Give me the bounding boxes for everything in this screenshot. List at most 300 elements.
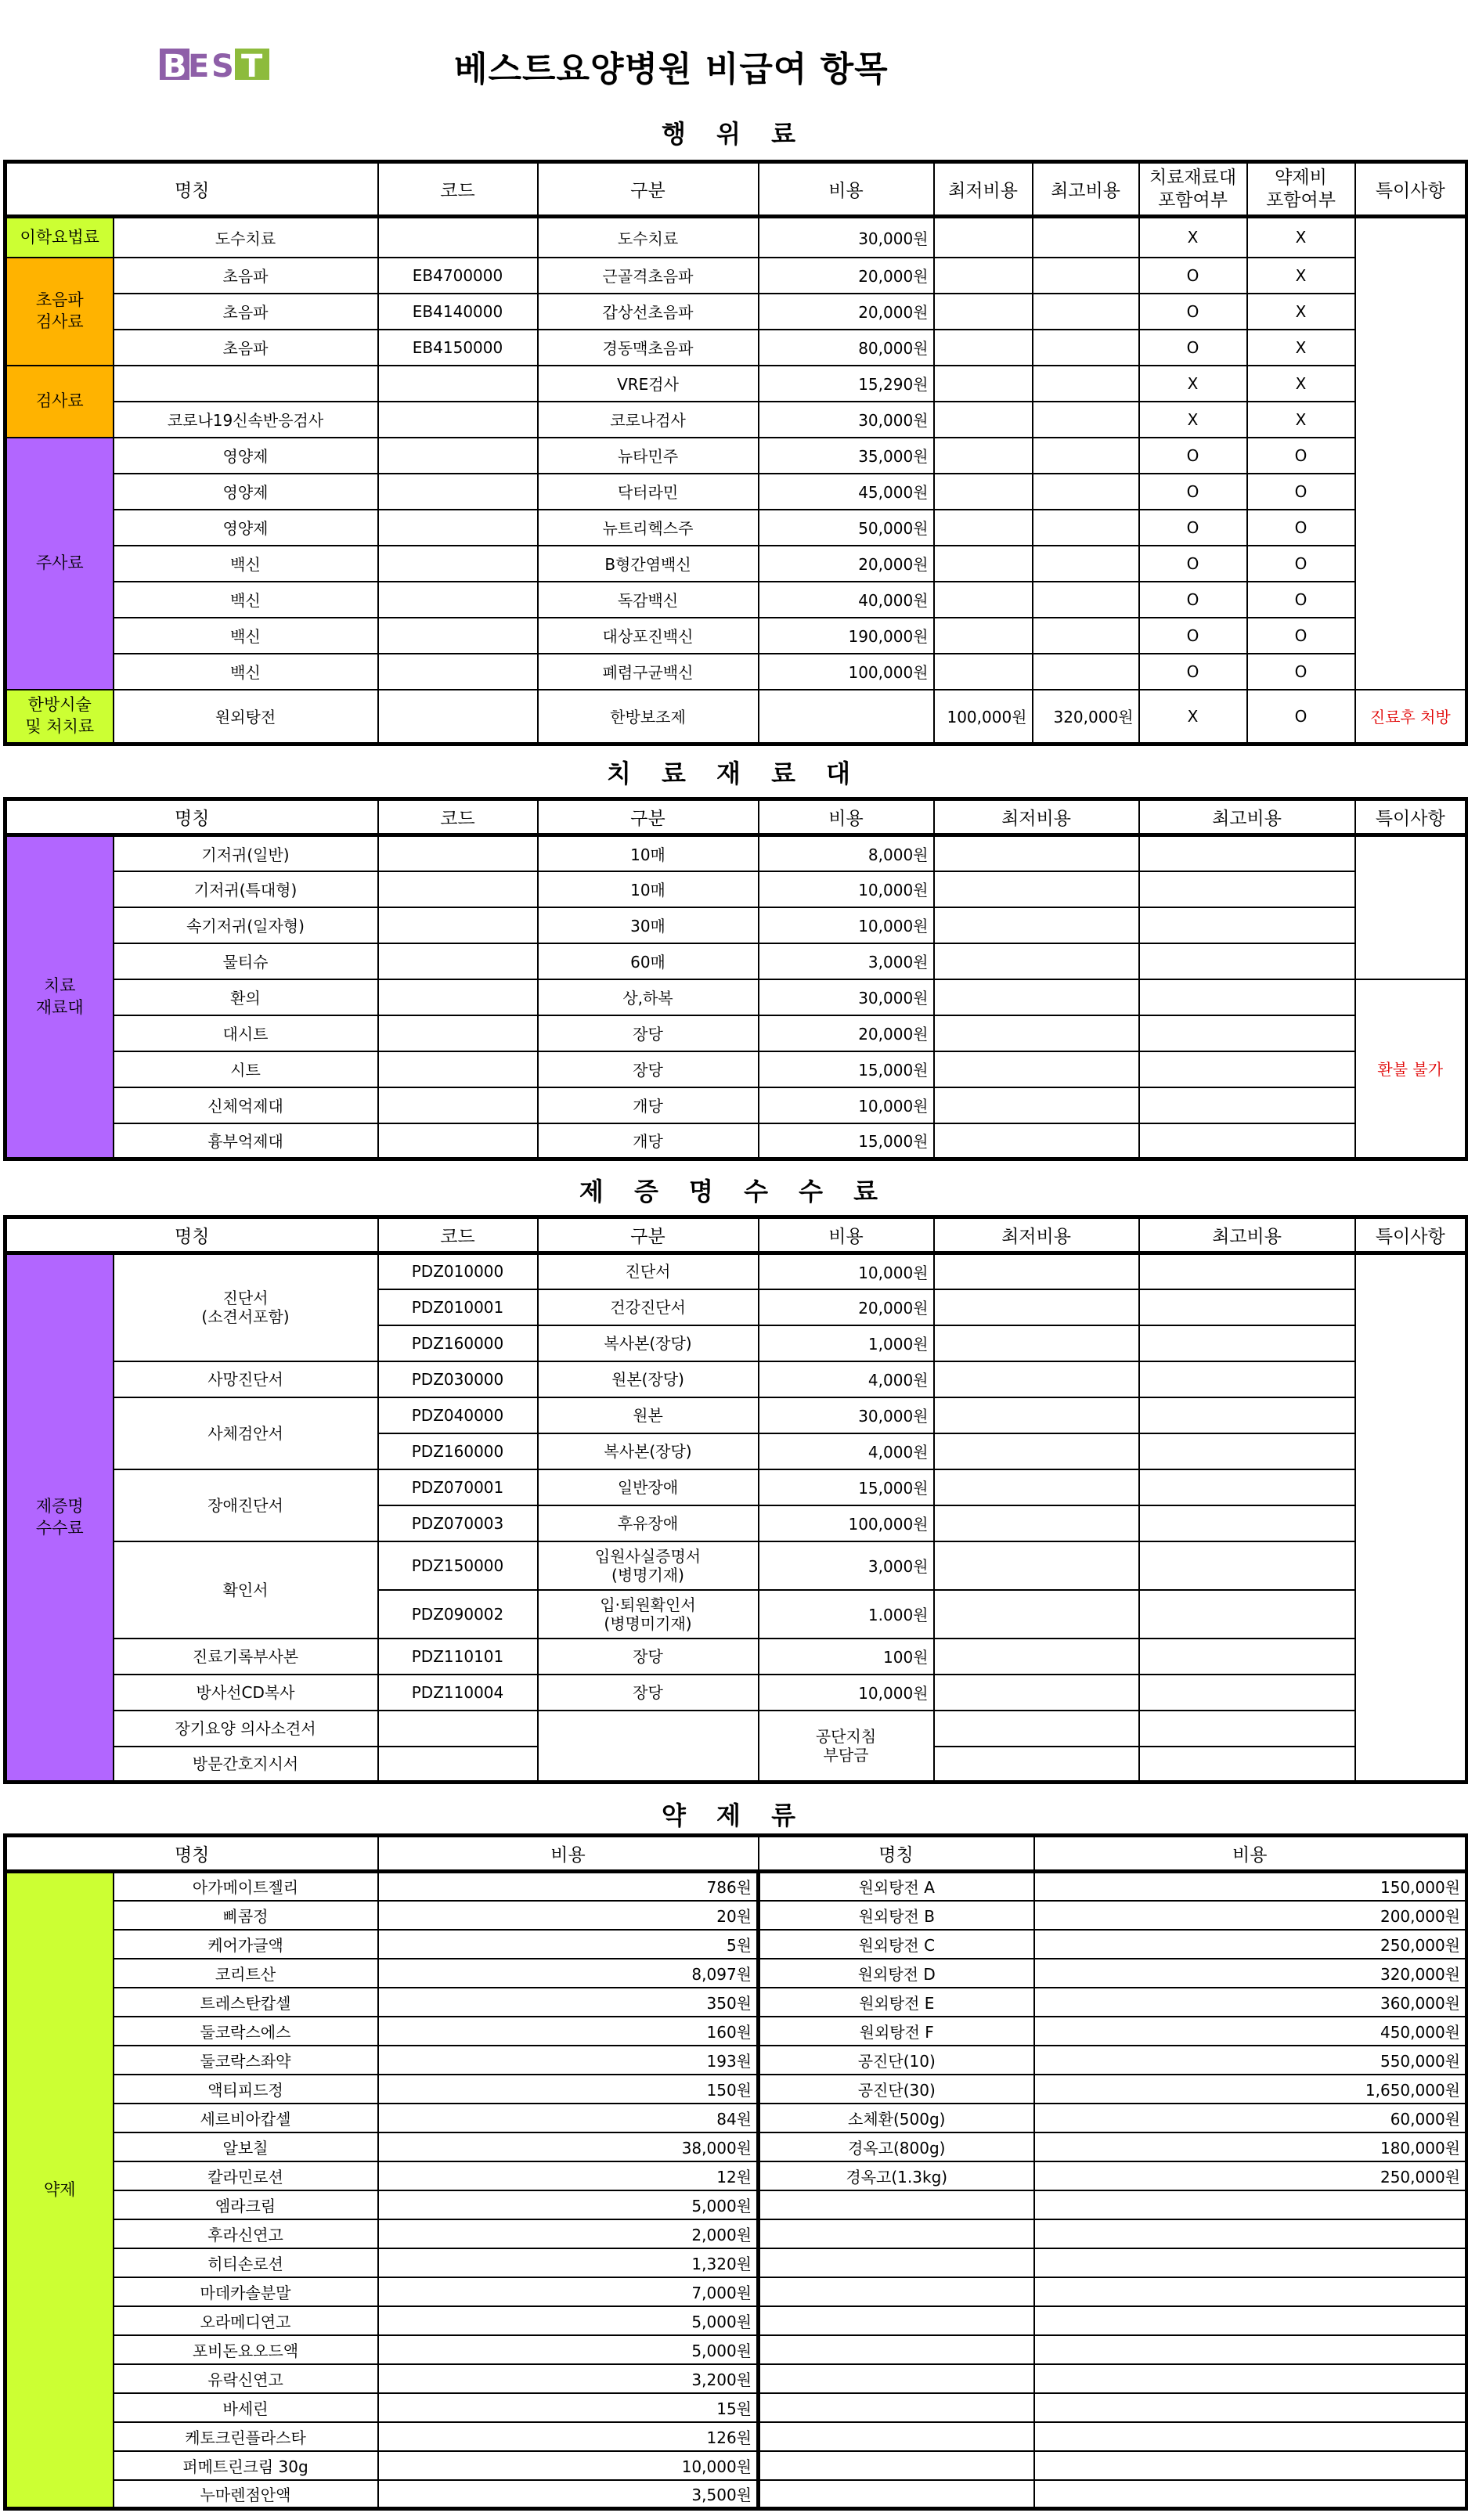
item-max-cost (1139, 1711, 1355, 1747)
header-type: 구분 (538, 162, 759, 217)
item-type: 개당 (538, 1123, 759, 1159)
header-cost: 비용 (378, 1836, 759, 1872)
item-type: 건강진단서 (538, 1289, 759, 1325)
item-name: 도수치료 (114, 217, 378, 258)
section-title-treatment-materials: 치 료 재 료 대 (606, 759, 862, 788)
item-min-cost (934, 1051, 1139, 1087)
drug-included-mark: X (1247, 258, 1355, 294)
table-row (5, 1541, 1467, 1590)
item-max-cost (1033, 217, 1139, 258)
drug-name: 둘코락스좌약 (114, 2046, 378, 2075)
drug-name: 알보칠 (114, 2132, 378, 2161)
item-min-cost (934, 217, 1033, 258)
item-name: 원외탕전 (114, 690, 378, 744)
header-max-cost: 최고비용 (1033, 162, 1139, 217)
herbal-cost: 360,000원 (1034, 1988, 1467, 2017)
table-row (5, 1930, 1467, 1959)
item-cost: 100,000원 (759, 654, 934, 690)
item-type: 근골격초음파 (538, 258, 759, 294)
item-max-cost (1139, 1541, 1355, 1590)
material-included-mark: O (1139, 510, 1247, 546)
item-type: 30매 (538, 907, 759, 943)
drug-cost: 10,000원 (378, 2451, 759, 2480)
item-cost: 30,000원 (759, 402, 934, 438)
item-type: 복사본(장당) (538, 1433, 759, 1469)
item-max-cost (1139, 1590, 1355, 1639)
category-cell: 초음파 검사료 (5, 258, 114, 366)
item-max-cost (1139, 1675, 1355, 1711)
category-cell: 치료 재료대 (5, 835, 114, 1159)
item-name: 장애진단서 (114, 1469, 378, 1541)
drug-name: 케토크린플라스타 (114, 2422, 378, 2451)
item-min-cost (934, 438, 1033, 474)
item-type: 상,하복 (538, 979, 759, 1015)
item-cost: 190,000원 (759, 618, 934, 654)
item-min-cost (934, 907, 1139, 943)
item-name: 환의 (114, 979, 378, 1015)
item-code: EB4140000 (378, 294, 538, 330)
section-title-procedure-fees: 행 위 료 (661, 119, 807, 149)
drug-included-mark: O (1247, 546, 1355, 582)
item-min-cost (934, 1123, 1139, 1159)
table-row (5, 546, 1467, 582)
item-type: 10매 (538, 835, 759, 871)
item-code (378, 1051, 538, 1087)
item-type: 일반장애 (538, 1469, 759, 1505)
item-code (378, 474, 538, 510)
drug-name: 세르비아캅셀 (114, 2104, 378, 2132)
item-code (378, 1747, 538, 1783)
material-included-mark: O (1139, 438, 1247, 474)
item-max-cost (1139, 1123, 1355, 1159)
drug-name: 퍼메트린크림 30g (114, 2451, 378, 2480)
item-cost: 45,000원 (759, 474, 934, 510)
herbal-cost: 180,000원 (1034, 2132, 1467, 2161)
item-name: 백신 (114, 546, 378, 582)
drug-name: 아가메이트젤리 (114, 1872, 378, 1901)
item-code: PDZ040000 (378, 1397, 538, 1433)
material-included-mark: O (1139, 654, 1247, 690)
table-row (5, 402, 1467, 438)
table-row (5, 1675, 1467, 1711)
svg-text:E: E (188, 49, 210, 83)
item-min-cost (934, 1325, 1139, 1361)
item-min-cost (934, 582, 1033, 618)
table-row (5, 438, 1467, 474)
item-max-cost (1139, 1361, 1355, 1397)
item-cost: 20,000원 (759, 294, 934, 330)
herbal-name: 경옥고(1.3kg) (759, 2161, 1034, 2190)
item-type: 갑상선초음파 (538, 294, 759, 330)
item-max-cost (1033, 546, 1139, 582)
drug-included-mark: O (1247, 690, 1355, 744)
header-name-2: 명칭 (759, 1836, 1034, 1872)
header-max-cost: 최고비용 (1139, 1217, 1355, 1253)
table-row (5, 1988, 1467, 2017)
drug-cost: 5,000원 (378, 2306, 759, 2335)
item-code: PDZ030000 (378, 1361, 538, 1397)
header-name: 명칭 (5, 1217, 378, 1253)
item-min-cost (934, 1639, 1139, 1675)
item-code (378, 582, 538, 618)
table-row (5, 2248, 1467, 2277)
item-cost: 30,000원 (759, 979, 934, 1015)
drug-included-mark: X (1247, 402, 1355, 438)
item-max-cost (1033, 438, 1139, 474)
item-min-cost (934, 979, 1139, 1015)
herbal-cost: 250,000원 (1034, 1930, 1467, 1959)
header-type: 구분 (538, 799, 759, 835)
item-type: 10매 (538, 871, 759, 907)
header-code: 코드 (378, 1217, 538, 1253)
table-row (5, 2132, 1467, 2161)
item-type: 원본(장당) (538, 1361, 759, 1397)
note-cell (1355, 217, 1467, 690)
item-min-cost (934, 1469, 1139, 1505)
item-cost: 10,000원 (759, 1087, 934, 1123)
table-row (5, 1469, 1467, 1505)
empty-cell (1034, 2248, 1467, 2277)
material-included-mark: X (1139, 402, 1247, 438)
item-type: B형간염백신 (538, 546, 759, 582)
item-cost: 100원 (759, 1639, 934, 1675)
material-included-mark: O (1139, 294, 1247, 330)
empty-cell (1034, 2306, 1467, 2335)
item-code (378, 1015, 538, 1051)
header-name: 명칭 (5, 799, 378, 835)
header-name: 명칭 (5, 1836, 378, 1872)
item-cost: 8,000원 (759, 835, 934, 871)
table-row (5, 943, 1467, 979)
item-cost: 15,000원 (759, 1123, 934, 1159)
drug-cost: 15원 (378, 2393, 759, 2422)
herbal-name: 원외탕전 D (759, 1959, 1034, 1988)
table-row (5, 366, 1467, 402)
item-name: 장기요양 의사소견서 (114, 1711, 378, 1747)
item-name: 방문간호지시서 (114, 1747, 378, 1783)
hospital-logo (160, 45, 279, 83)
item-min-cost (934, 1433, 1139, 1469)
table-row (5, 1872, 1467, 1901)
drug-name: 삐콤정 (114, 1901, 378, 1930)
drug-name: 바세린 (114, 2393, 378, 2422)
table-row (5, 474, 1467, 510)
item-type: 개당 (538, 1087, 759, 1123)
category-cell: 한방시술 및 처치료 (5, 690, 114, 744)
herbal-name: 원외탕전 B (759, 1901, 1034, 1930)
empty-cell (1034, 2364, 1467, 2393)
svg-text:B: B (163, 49, 187, 83)
herbal-name: 원외탕전 C (759, 1930, 1034, 1959)
item-name: 흉부억제대 (114, 1123, 378, 1159)
empty-cell (1034, 2219, 1467, 2248)
item-cost (759, 690, 934, 744)
table-row (5, 1901, 1467, 1930)
header-note: 특이사항 (1355, 1217, 1467, 1253)
material-included-mark: O (1139, 474, 1247, 510)
drug-cost: 126원 (378, 2422, 759, 2451)
item-code (378, 1123, 538, 1159)
category-cell: 주사료 (5, 438, 114, 690)
table-row (5, 1123, 1467, 1159)
empty-cell (759, 2393, 1034, 2422)
header-cost: 비용 (759, 1217, 934, 1253)
header-cost: 비용 (759, 799, 934, 835)
item-cost: 3,000원 (759, 943, 934, 979)
item-cost: 20,000원 (759, 258, 934, 294)
item-max-cost (1139, 871, 1355, 907)
table-row (5, 1051, 1467, 1087)
table-row (5, 907, 1467, 943)
item-type: 원본 (538, 1397, 759, 1433)
item-min-cost (934, 1361, 1139, 1397)
table-row (5, 1015, 1467, 1051)
item-max-cost (1139, 1469, 1355, 1505)
table-row (5, 2104, 1467, 2132)
item-name (114, 366, 378, 402)
empty-cell (1034, 2451, 1467, 2480)
item-code: PDZ160000 (378, 1433, 538, 1469)
item-name: 시트 (114, 1051, 378, 1087)
item-min-cost (934, 1747, 1139, 1783)
item-name: 속기저귀(일자형) (114, 907, 378, 943)
table-row (5, 2190, 1467, 2219)
empty-cell (759, 2277, 1034, 2306)
drug-included-mark: O (1247, 510, 1355, 546)
item-min-cost (934, 1590, 1139, 1639)
header-code: 코드 (378, 799, 538, 835)
item-max-cost (1139, 1639, 1355, 1675)
item-max-cost (1139, 1087, 1355, 1123)
item-type: 장당 (538, 1675, 759, 1711)
item-min-cost (934, 835, 1139, 871)
table-row (5, 2161, 1467, 2190)
item-cost: 20,000원 (759, 1015, 934, 1051)
empty-cell (1034, 2190, 1467, 2219)
item-max-cost (1139, 1397, 1355, 1433)
table-row (5, 2046, 1467, 2075)
herbal-cost: 1,650,000원 (1034, 2075, 1467, 2104)
item-code (378, 510, 538, 546)
item-cost: 10,000원 (759, 907, 934, 943)
table-row (5, 582, 1467, 618)
item-type: 뉴타민주 (538, 438, 759, 474)
drug-cost: 5,000원 (378, 2190, 759, 2219)
drug-name: 후라신연고 (114, 2219, 378, 2248)
item-code: PDZ150000 (378, 1541, 538, 1590)
drug-cost: 12원 (378, 2161, 759, 2190)
item-max-cost (1139, 1015, 1355, 1051)
item-min-cost (934, 1675, 1139, 1711)
table-row (5, 2075, 1467, 2104)
material-included-mark: O (1139, 582, 1247, 618)
item-code (378, 217, 538, 258)
drug-included-mark: O (1247, 474, 1355, 510)
item-cost: 30,000원 (759, 217, 934, 258)
item-type: 입원사실증명서 (병명기재) (538, 1541, 759, 1590)
drug-name: 엠라크림 (114, 2190, 378, 2219)
item-min-cost (934, 1397, 1139, 1433)
treatment-materials-table (3, 797, 1468, 1161)
drug-cost: 5,000원 (378, 2335, 759, 2364)
empty-cell (1034, 2422, 1467, 2451)
item-code (378, 402, 538, 438)
drug-name: 히티손로션 (114, 2248, 378, 2277)
page-title: 베스트요양병원 비급여 항목 (454, 49, 889, 89)
table-row (5, 654, 1467, 690)
item-cost: 35,000원 (759, 438, 934, 474)
empty-cell (759, 2422, 1034, 2451)
drug-cost: 84원 (378, 2104, 759, 2132)
herbal-name: 원외탕전 A (759, 1872, 1034, 1901)
item-max-cost (1139, 979, 1355, 1015)
table-row (5, 1253, 1467, 1289)
item-cost: 15,000원 (759, 1469, 934, 1505)
item-code: PDZ090002 (378, 1590, 538, 1639)
material-included-mark: O (1139, 258, 1247, 294)
item-max-cost: 320,000원 (1033, 690, 1139, 744)
category-cell: 제증명 수수료 (5, 1253, 114, 1783)
item-type: 폐렴구균백신 (538, 654, 759, 690)
item-name: 코로나19신속반응검사 (114, 402, 378, 438)
item-min-cost (934, 366, 1033, 402)
item-max-cost (1139, 1253, 1355, 1289)
item-cost: 15,290원 (759, 366, 934, 402)
item-code (378, 654, 538, 690)
item-name: 신체억제대 (114, 1087, 378, 1123)
drug-name: 액티피드정 (114, 2075, 378, 2104)
herbal-name: 경옥고(800g) (759, 2132, 1034, 2161)
drug-cost: 3,200원 (378, 2364, 759, 2393)
item-min-cost (934, 871, 1139, 907)
item-min-cost (934, 1253, 1139, 1289)
drug-cost: 3,500원 (378, 2480, 759, 2509)
drug-name: 포비돈요오드액 (114, 2335, 378, 2364)
note-cell: 환불 불가 (1355, 979, 1467, 1159)
material-included-mark: X (1139, 217, 1247, 258)
item-type: 도수치료 (538, 217, 759, 258)
table-row (5, 330, 1467, 366)
category-cell: 이학요법료 (5, 217, 114, 258)
table-row (5, 871, 1467, 907)
table-row (5, 835, 1467, 871)
item-cost: 1.000원 (759, 1590, 934, 1639)
item-cost: 10,000원 (759, 1675, 934, 1711)
drug-included-mark: O (1247, 618, 1355, 654)
note-cell (1355, 835, 1467, 979)
header-name: 명칭 (5, 162, 378, 217)
item-name: 기저귀(일반) (114, 835, 378, 871)
drug-cost: 38,000원 (378, 2132, 759, 2161)
item-max-cost (1033, 366, 1139, 402)
item-code: PDZ160000 (378, 1325, 538, 1361)
item-max-cost (1033, 510, 1139, 546)
drug-cost: 20원 (378, 1901, 759, 1930)
herbal-cost: 320,000원 (1034, 1959, 1467, 1988)
item-name: 초음파 (114, 330, 378, 366)
item-cost: 4,000원 (759, 1361, 934, 1397)
item-code: EB4700000 (378, 258, 538, 294)
herbal-cost: 150,000원 (1034, 1872, 1467, 1901)
item-code (378, 366, 538, 402)
table-row (5, 294, 1467, 330)
item-max-cost (1033, 474, 1139, 510)
item-cost: 3,000원 (759, 1541, 934, 1590)
item-cost: 4,000원 (759, 1433, 934, 1469)
item-cost: 50,000원 (759, 510, 934, 546)
item-type: 경동맥초음파 (538, 330, 759, 366)
item-name: 방사선CD복사 (114, 1675, 378, 1711)
svg-text:T: T (241, 49, 263, 83)
item-code (378, 1711, 538, 1747)
item-min-cost (934, 1087, 1139, 1123)
empty-cell (759, 2190, 1034, 2219)
herbal-cost: 60,000원 (1034, 2104, 1467, 2132)
item-name: 백신 (114, 582, 378, 618)
item-cost: 100,000원 (759, 1505, 934, 1541)
header-cost-2: 비용 (1034, 1836, 1467, 1872)
header-material-included: 치료재료대 포함여부 (1139, 162, 1247, 217)
item-name: 영양제 (114, 438, 378, 474)
drug-cost: 350원 (378, 1988, 759, 2017)
item-code (378, 690, 538, 744)
header-code: 코드 (378, 162, 538, 217)
table-row (5, 1087, 1467, 1123)
item-code: PDZ070003 (378, 1505, 538, 1541)
header-max-cost: 최고비용 (1139, 799, 1355, 835)
item-min-cost (934, 258, 1033, 294)
empty-cell (759, 2451, 1034, 2480)
item-max-cost (1139, 1289, 1355, 1325)
drug-name: 트레스탄캅셀 (114, 1988, 378, 2017)
material-included-mark: O (1139, 546, 1247, 582)
item-type: 대상포진백신 (538, 618, 759, 654)
drug-included-mark: X (1247, 294, 1355, 330)
public-burden-cell: 공단지침 부담금 (759, 1711, 934, 1783)
drug-cost: 160원 (378, 2017, 759, 2046)
item-type: 후유장애 (538, 1505, 759, 1541)
item-code (378, 546, 538, 582)
item-max-cost (1139, 1747, 1355, 1783)
empty-cell (1034, 2480, 1467, 2509)
item-max-cost (1033, 402, 1139, 438)
drug-name: 칼라민로션 (114, 2161, 378, 2190)
section-title-certificate-fees: 제 증 명 수 수 료 (579, 1177, 889, 1206)
drug-cost: 786원 (378, 1872, 759, 1901)
material-included-mark: O (1139, 330, 1247, 366)
item-code (378, 979, 538, 1015)
drug-name: 누마렌점안액 (114, 2480, 378, 2509)
item-name: 진료기록부사본 (114, 1639, 378, 1675)
herbal-cost: 200,000원 (1034, 1901, 1467, 1930)
empty-cell (1034, 2277, 1467, 2306)
drug-included-mark: O (1247, 654, 1355, 690)
item-type: 닥터라민 (538, 474, 759, 510)
item-min-cost: 100,000원 (934, 690, 1033, 744)
header-min-cost: 최저비용 (934, 799, 1139, 835)
drug-name: 케어가글액 (114, 1930, 378, 1959)
drug-name: 코리트산 (114, 1959, 378, 1988)
item-type: 한방보조제 (538, 690, 759, 744)
herbal-name: 공진단(30) (759, 2075, 1034, 2104)
table-row (5, 2219, 1467, 2248)
item-code: PDZ110101 (378, 1639, 538, 1675)
procedure-fees-table (3, 160, 1468, 746)
item-min-cost (934, 1711, 1139, 1747)
table-row (5, 2277, 1467, 2306)
header-type: 구분 (538, 1217, 759, 1253)
table-row (5, 258, 1467, 294)
